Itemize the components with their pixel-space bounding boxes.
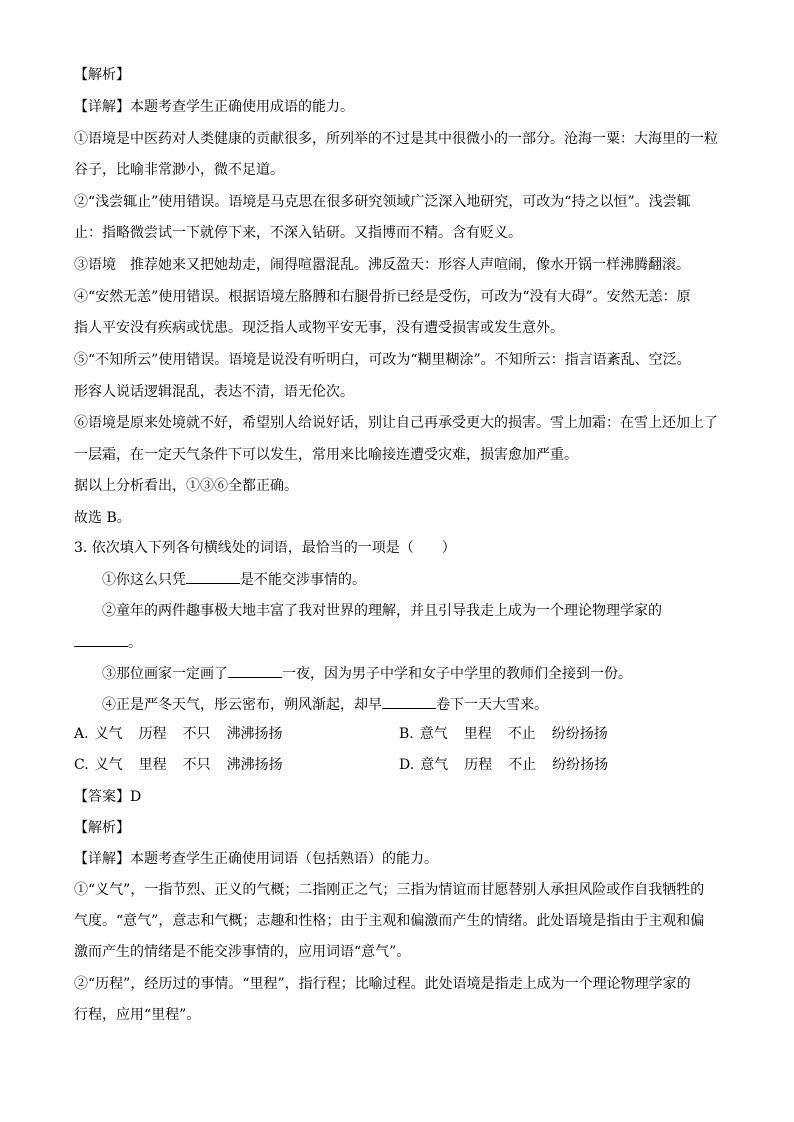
option-letter: B. xyxy=(399,726,414,742)
answer-conclusion: 故选 B。 xyxy=(74,510,131,526)
option-b xyxy=(399,724,624,744)
explanation-line: ①语境是中医药对人类健康的贡献很多，所列举的不过是其中很微小的一部分。沧海一粟：大海里的一粒 xyxy=(74,131,718,147)
option-item: 意气 xyxy=(420,757,449,773)
sentence-2: ②童年的两件趣事极大地丰富了我对世界的理解，并且引导我走上成为一个理论物理学家的 xyxy=(102,603,662,619)
sentence-2-end: 。 xyxy=(128,635,142,651)
explanation-intro-2: 【详解】本题考查学生正确使用词语（包括熟语）的能力。 xyxy=(74,851,438,867)
sentence-3-part-a: ③那位画家一定画了 xyxy=(102,666,228,682)
sentence-1-part-b: 是不能交涉事情的。 xyxy=(240,572,366,588)
option-item: 义气 xyxy=(94,726,123,742)
sentence-1 xyxy=(102,569,366,590)
explanation-line: ②“浅尝辄止”使用错误。语境是马克思在很多研究领域广泛深入地研究，可改为“持之以恒”。浅尝辄 xyxy=(74,194,691,210)
explanation-line: ③语境 推荐她来又把她劫走，闹得喧嚣混乱。沸反盈天：形容人声喧闹，像水开锅一样沸腾翻滚。 xyxy=(74,257,690,273)
sentence-3-part-b: 一夜，因为男子中学和女子中学里的教师们全接到一份。 xyxy=(282,666,632,682)
option-item: 意气 xyxy=(419,726,448,742)
sentence-4-part-a: ④正是严冬天气，彤云密布，朔风渐起，却早 xyxy=(102,697,382,713)
explanation-line: 止：指略微尝试一下就停下来，不深入钻研。又指博而不精。含有贬义。 xyxy=(74,225,522,241)
option-letter: A. xyxy=(74,726,89,742)
sentence-4-part-b: 卷下一天大雪来。 xyxy=(436,697,548,713)
explanation-line: 一层霜，在一定天气条件下可以发生，常用来比喻接连遭受灾难，损害愈加严重。 xyxy=(74,447,578,463)
explanation-line: 谷子，比喻非常渺小，微不足道。 xyxy=(74,162,284,178)
blank-4 xyxy=(382,694,436,709)
analysis-heading-2: 【解析】 xyxy=(74,820,130,836)
question-3-stem: 3. 依次填入下列各句横线处的词语，最恰当的一项是（ ） xyxy=(74,540,456,556)
option-item: 义气 xyxy=(94,757,123,773)
sentence-1-part-a: ①你这么只凭 xyxy=(102,572,186,588)
option-item: 不止 xyxy=(507,726,536,742)
explanation-line: ⑤“不知所云”使用错误。语境是说没有听明白，可改为“糊里糊涂”。不知所云：指言语紊乱、空泛。 xyxy=(74,352,691,368)
option-item: 历程 xyxy=(464,757,493,773)
blank-2 xyxy=(74,632,128,647)
explanation-line: 指人平安没有疾病或忧患。现泛指人或物平安无事，没有遭受损害或发生意外。 xyxy=(74,320,564,336)
option-item: 沸沸扬扬 xyxy=(226,757,283,773)
option-a xyxy=(74,724,299,744)
option-item: 纷纷扬扬 xyxy=(552,757,609,773)
option-d xyxy=(399,755,624,775)
option-letter: D. xyxy=(399,757,415,773)
option-item: 历程 xyxy=(138,726,167,742)
explanation-line: ②“历程”，经历过的事情。“里程”，指行程；比喻过程。此处语境是指走上成为一个理论物理学家的 xyxy=(74,976,691,992)
explanation-line: 气度。“意气”，意志和气概；志趣和性格；由于主观和偏激而产生的情绪。此处语境是指由于主观和偏 xyxy=(74,913,705,929)
blank-3 xyxy=(228,663,282,678)
option-item: 纷纷扬扬 xyxy=(551,726,608,742)
option-item: 不只 xyxy=(182,726,211,742)
sentence-4 xyxy=(102,694,548,715)
sentence-2-continuation xyxy=(74,632,142,653)
explanation-intro: 【详解】本题考查学生正确使用成语的能力。 xyxy=(74,99,354,115)
option-item: 不止 xyxy=(508,757,537,773)
option-item: 里程 xyxy=(463,726,492,742)
sentence-3 xyxy=(102,663,632,684)
explanation-line: 形容人说话逻辑混乱，表达不清，语无伦次。 xyxy=(74,384,354,400)
option-letter: C. xyxy=(74,757,89,773)
blank-1 xyxy=(186,569,240,584)
option-item: 里程 xyxy=(138,757,167,773)
explanation-line: 行程，应用“里程”。 xyxy=(74,1007,201,1023)
analysis-heading: 【解析】 xyxy=(74,67,130,83)
explanation-line: 据以上分析看出，①③⑥全都正确。 xyxy=(74,478,298,494)
answer-label: 【答案】D xyxy=(74,789,142,805)
option-item: 不只 xyxy=(182,757,211,773)
option-c xyxy=(74,755,299,775)
explanation-line: 激而产生的情绪是不能交涉事情的，应用词语“意气”。 xyxy=(74,944,411,960)
explanation-line: ①“义气”，一指节烈、正义的气概；二指刚正之气；三指为情谊而甘愿替别人承担风险或作自我牺牲的 xyxy=(74,882,705,898)
option-item: 沸沸扬扬 xyxy=(226,726,283,742)
explanation-line: ⑥语境是原来处境就不好，希望别人给说好话，别让自己再承受更大的损害。雪上加霜：在雪上还加上了 xyxy=(74,415,718,431)
explanation-line: ④“安然无恙”使用错误。根据语境左胳膊和右腿骨折已经是受伤，可改为“没有大碍”。安然无恙：原 xyxy=(74,289,691,305)
